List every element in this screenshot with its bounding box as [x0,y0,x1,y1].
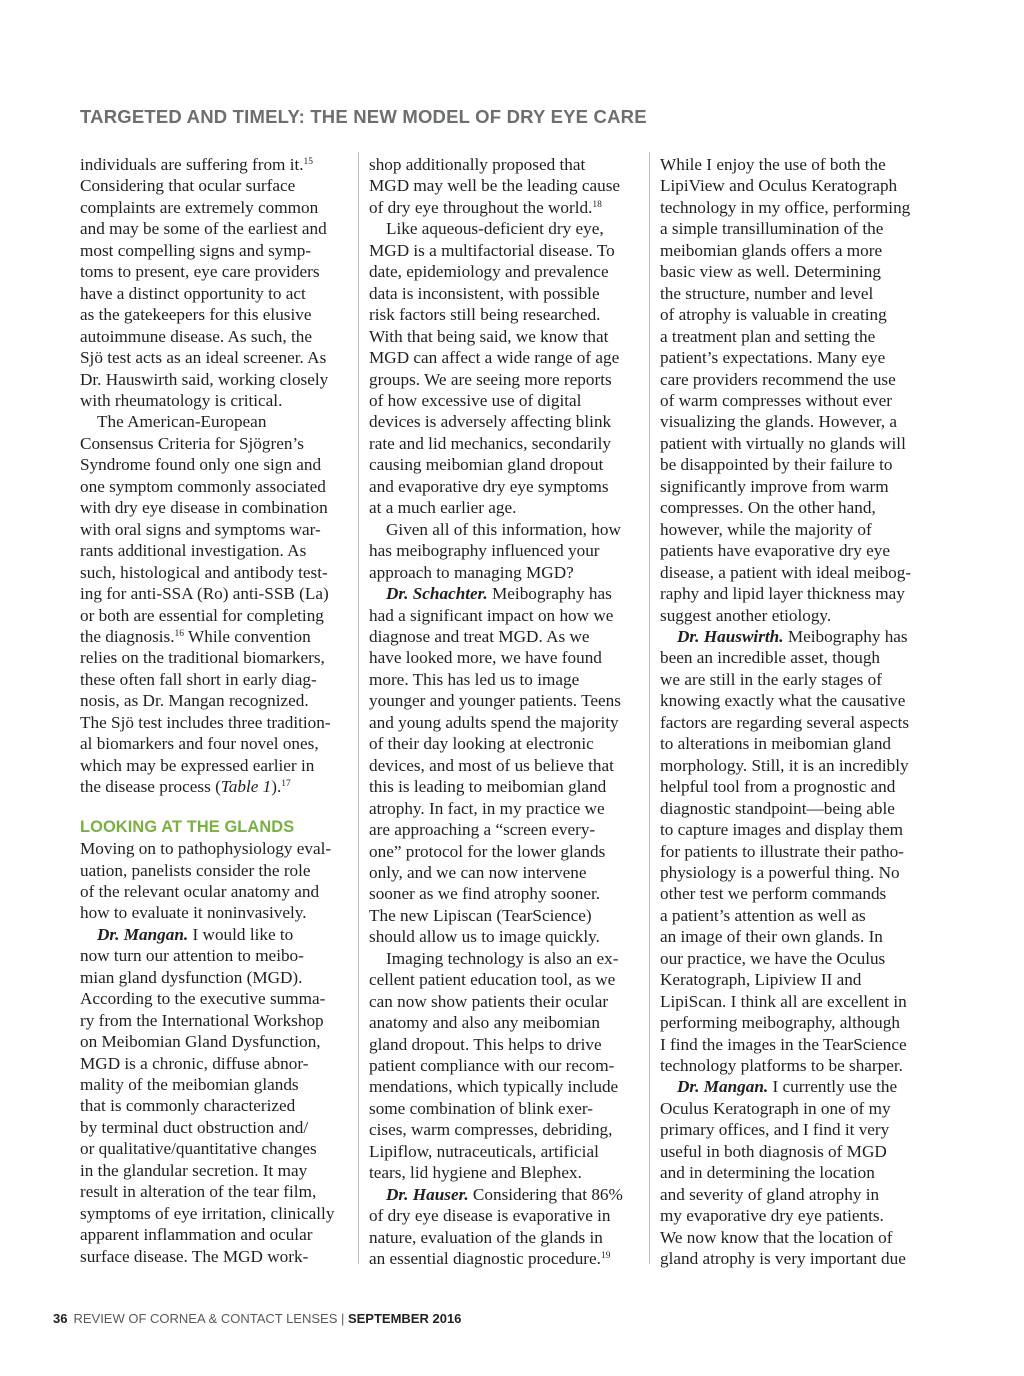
text-line: the structure, number and level [660,283,874,303]
text-line: of dry eye throughout the world.$^{18}$ [369,197,602,217]
text-line: morphology. Still, it is an incredibly [660,755,909,775]
text-line: diagnostic standpoint—being able [660,798,895,818]
text-line: According to the executive summa- [80,989,326,1009]
text-line: suggest another etiology. [660,605,832,625]
text-line: had a significant impact on how we [369,605,614,625]
speaker-name: Dr. Mangan. [677,1077,769,1097]
text-line: our practice, we have the Oculus [660,948,886,968]
text-line: patient’s expectations. Many eye [660,348,886,368]
reference-marker: 18 [592,199,602,210]
text-line: mality of the meibomian glands [80,1075,299,1095]
text-line: can now show patients their ocular [369,991,609,1011]
text-line: however, while the majority of [660,519,872,539]
text-line: cellent patient education tool, as we [369,970,616,990]
text-line: of atrophy is valuable in creating [660,305,887,325]
text-line: MGD is a multifactorial disease. To [369,240,615,260]
text-line: should allow us to image quickly. [369,927,600,947]
text-line: in the glandular secretion. It may [80,1160,308,1180]
text-line: at a much earlier age. [369,498,517,518]
text-line: ing for anti-SSA (Ro) anti-SSB (La) [80,584,329,604]
text-line: other test we perform commands [660,884,887,904]
text-line: result in alteration of the tear film, [80,1182,317,1202]
text-line: for patients to illustrate their patho- [660,841,904,861]
text-line: visualizing the glands. However, a [660,412,898,432]
text-line: to capture images and display them [660,820,903,840]
column-divider-2 [649,152,650,1264]
text-line: We now know that the location of [660,1227,893,1247]
text-line: now turn our attention to meibo- [80,946,304,966]
text-line: have a distinct opportunity to act [80,283,306,303]
text-line: LipiView and Oculus Keratograph [660,176,898,196]
text-line: al biomarkers and four novel ones, [80,734,319,754]
text-line: approach to managing MGD? [369,562,574,582]
text-line: MGD is a chronic, diffuse abnor- [80,1053,309,1073]
text-line: and in determining the location [660,1163,875,1183]
text-line: basic view as well. Determining [660,262,881,282]
text-line: been an incredible asset, though [660,648,881,668]
text-line: of the relevant ocular anatomy and [80,881,320,901]
text-line: a treatment plan and setting the [660,326,876,346]
text-line: date, epidemiology and prevalence [369,262,609,282]
text-line: more. This has led us to image [369,669,580,689]
text-line: groups. We are seeing more reports [369,369,612,389]
text-line: raphy and lipid layer thickness may [660,584,905,604]
text-line: symptoms of eye irritation, clinically [80,1203,335,1223]
text-line: risk factors still being researched. [369,305,601,325]
text-line: mian gland dysfunction (MGD). [80,967,303,987]
text-line: has meibography influenced your [369,541,600,561]
text-line: The new Lipiscan (TearScience) [369,905,592,925]
text-line: one symptom commonly associated [80,476,326,496]
text-line: and evaporative dry eye symptoms [369,476,609,496]
text-line: or both are essential for completing [80,605,324,625]
text-line: Sjö test acts as an ideal screener. As [80,348,327,368]
text-line: an image of their own glands. In [660,927,883,947]
column-divider-1 [358,152,359,1264]
text-line: uation, panelists consider the role [80,860,311,880]
speaker-name: Dr. Hauser. [386,1184,469,1204]
text-line: have looked more, we have found [369,648,602,668]
text-line: autoimmune disease. As such, the [80,326,312,346]
text-line: and may be some of the earliest and [80,219,327,239]
text-line: we are still in the early stages of [660,669,882,689]
text-line: With that being said, we know that [369,326,609,346]
text-line: disease, a patient with ideal meibog- [660,562,912,582]
text-line: meibomian glands offers a more [660,240,883,260]
text-line: younger and younger patients. Teens [369,691,621,711]
text-line: an essential diagnostic procedure.$^{19}$ [369,1249,611,1269]
text-line: care providers recommend the use [660,369,896,389]
column-3 [660,154,926,1270]
text-line: Keratograph, Lipiview II and [660,970,862,990]
text-line: one” protocol for the lower glands [369,841,606,861]
text-line: gland atrophy is very important due [660,1249,906,1269]
running-header: TARGETED AND TIMELY: THE NEW MODEL OF DRY EYE CARE [80,106,647,127]
text-line: such, histological and antibody test- [80,562,328,582]
text-line: anatomy and also any meibomian [369,1013,601,1033]
text-line: The Sjö test includes three tradition- [80,712,331,732]
text-line: only, and we can now intervene [369,862,587,882]
text-line: patient compliance with our recom- [369,1056,615,1076]
text-line: with dry eye disease in combination [80,498,328,518]
text-line: surface disease. The MGD work- [80,1246,309,1266]
text-line: by terminal duct obstruction and/ [80,1117,309,1137]
text-line: LipiScan. I think all are excellent in [660,991,907,1011]
text-line: diagnose and treat MGD. As we [369,626,590,646]
speaker-name: Dr. Mangan. [97,924,189,944]
text-line: cises, warm compresses, debriding, [369,1120,613,1140]
text-line: knowing exactly what the causative [660,691,906,711]
text-line: The American-European [97,412,267,432]
text-line: tears, lid hygiene and Blephex. [369,1163,582,1183]
text-line: physiology is a powerful thing. No [660,862,900,882]
text-line: data is inconsistent, with possible [369,283,600,303]
text-line: of warm compresses without ever [660,390,892,410]
text-line: Given all of this information, how [386,519,621,539]
reference-marker: 16 [174,628,185,639]
text-line: Moving on to pathophysiology eval- [80,839,332,859]
text-line: on Meibomian Gland Dysfunction, [80,1032,321,1052]
text-line: most compelling signs and symp- [80,240,312,260]
table-reference[interactable]: Table 1 [220,777,272,797]
text-line: Lipiflow, nutraceuticals, artificial [369,1141,599,1161]
text-line: the disease process (Table 1).$^{17}$ [80,777,291,797]
text-line: Dr. Schachter. Meibography has [386,584,612,604]
text-line: Dr. Hauser. Considering that 86% [386,1184,623,1204]
text-line: Considering that ocular surface [80,176,296,196]
text-line: which may be expressed earlier in [80,755,315,775]
text-line: my evaporative dry eye patients. [660,1206,884,1226]
text-line: performing meibography, although [660,1013,900,1033]
text-line: devices, and most of us believe that [369,755,614,775]
text-line: patient with virtually no glands will [660,433,906,453]
text-line: shop additionally proposed that [369,155,586,174]
text-line: of dry eye disease is evaporative in [369,1206,611,1226]
text-line: toms to present, eye care providers [80,262,320,282]
text-line: individuals are suffering from it.$^{15}$ [80,155,314,174]
text-line: be disappointed by their failure to [660,455,893,475]
text-line: primary offices, and I find it very [660,1120,890,1140]
text-line: helpful tool from a prognostic and [660,777,896,797]
text-line: this is leading to meibomian gland [369,777,607,797]
text-line: sooner as we find atrophy sooner. [369,884,601,904]
text-line: technology platforms to be sharper. [660,1056,903,1076]
text-line: with oral signs and symptoms war- [80,519,321,539]
issue-date: SEPTEMBER 2016 [347,1311,462,1326]
section-heading: LOOKING AT THE GLANDS [80,817,295,836]
text-line: and young adults spend the majority [369,712,619,732]
column-2 [369,154,639,1270]
text-line: or qualitative/quantitative changes [80,1139,317,1159]
text-line: gland dropout. This helps to drive [369,1034,602,1054]
text-line: apparent inflammation and ocular [80,1225,313,1245]
text-line: and severity of gland atrophy in [660,1184,880,1204]
text-line: the diagnosis.$^{16}$ While convention [80,626,311,646]
text-line: Imaging technology is also an ex- [386,948,619,968]
text-line: Syndrome found only one sign and [80,455,322,475]
page-footer [53,1311,461,1326]
text-line: Oculus Keratograph in one of my [660,1098,891,1118]
reference-marker: 19 [600,1251,611,1262]
text-line: these often fall short in early diag- [80,669,317,689]
text-line: causing meibomian gland dropout [369,455,604,475]
text-line: some combination of blink exer- [369,1098,593,1118]
text-line: significantly improve from warm [660,476,889,496]
text-line: a simple transillumination of the [660,219,884,239]
text-line: ry from the International Workshop [80,1010,324,1030]
reference-marker: 17 [281,779,291,790]
text-line: rants additional investigation. As [80,541,307,561]
text-line: useful in both diagnosis of MGD [660,1141,887,1161]
text-line: compresses. On the other hand, [660,498,876,518]
text-line: technology in my office, performing [660,197,911,217]
text-line: to alterations in meibomian gland [660,734,892,754]
text-line: devices is adversely affecting blink [369,412,612,432]
reference-marker: 15 [303,157,314,167]
text-line: Dr. Hauswirth. Meibography has [677,626,908,646]
text-line: that is commonly characterized [80,1096,296,1116]
text-line: of how excessive use of digital [369,390,582,410]
text-line: patients have evaporative dry eye [660,541,891,561]
text-line: MGD may well be the leading cause [369,176,621,196]
text-line: mendations, which typically include [369,1077,619,1097]
text-line: as the gatekeepers for this elusive [80,305,312,325]
text-line: a patient’s attention as well as [660,905,866,925]
text-line: MGD can affect a wide range of age [369,348,620,368]
text-line: Like aqueous-deficient dry eye, [386,219,604,239]
text-line: Dr. Mangan. I would like to [97,924,294,944]
text-line: Dr. Hauswirth said, working closely [80,369,329,389]
text-line: complaints are extremely common [80,197,319,217]
page-number: 36 [53,1311,68,1326]
publication-name: REVIEW OF CORNEA & CONTACT LENSES | [73,1311,348,1326]
text-line: relies on the traditional biomarkers, [80,648,325,668]
column-1 [80,154,358,1267]
text-line: Consensus Criteria for Sjögren’s [80,433,304,453]
text-line: Dr. Mangan. I currently use the [677,1077,898,1097]
text-line: nosis, as Dr. Mangan recognized. [80,691,309,711]
speaker-name: Dr. Schachter. [386,584,488,604]
text-line: nature, evaluation of the glands in [369,1227,603,1247]
speaker-name: Dr. Hauswirth. [677,626,784,646]
text-line: of their day looking at electronic [369,734,594,754]
text-line: rate and lid mechanics, secondarily [369,433,611,453]
text-line: how to evaluate it noninvasively. [80,903,307,923]
text-line: are approaching a “screen every- [369,820,596,840]
text-line: factors are regarding several aspects [660,712,910,732]
text-line: atrophy. In fact, in my practice we [369,798,605,818]
text-line: While I enjoy the use of both the [660,155,886,174]
text-line: with rheumatology is critical. [80,390,283,410]
text-line: I find the images in the TearScience [660,1034,907,1054]
